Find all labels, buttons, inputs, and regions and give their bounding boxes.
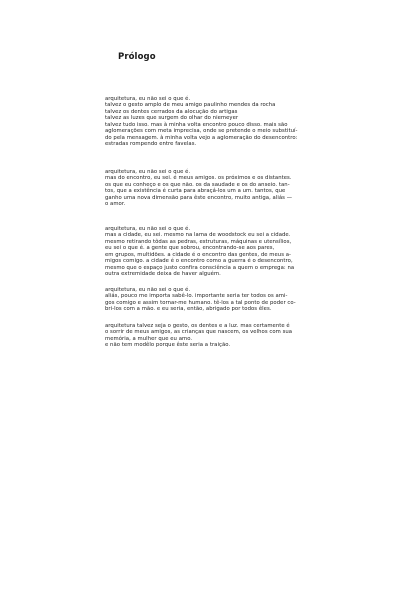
text-line: e não tem modêlo porque êste seria a traição.	[105, 342, 231, 349]
text-line: talvez o gesto amplo de meu amigo paulinho mendes da rocha	[105, 102, 276, 109]
text-line: o sorrir de meus amigos, as crianças que nascem, os velhos com sua	[105, 329, 293, 336]
text-line: talvez tudo isso. mas à minha volta encontro pouco disso. mais são	[105, 121, 288, 128]
text-line: bri-los com a mão. e eu seria, então, abrigado por todos êles.	[105, 306, 272, 313]
stanza-4	[105, 287, 365, 313]
text-line: os que eu conheço e os que não. os da saudade e os do anseio. tan-	[105, 181, 290, 188]
text-line: mesmo retirando tôdas as pedras, estruturas, máquinas e utensílios,	[105, 238, 292, 245]
text-line: o amor.	[105, 201, 126, 208]
text-line: memória, a mulher que eu amo.	[105, 335, 193, 342]
text-line: tos, que a existência é curta para abraçá-los um a um. tantos, que	[105, 188, 286, 195]
text-line: estradas rompendo entre favelas.	[105, 141, 197, 148]
text-line: arquitetura, eu não sei o que é.	[105, 169, 191, 175]
text-line: mas do encontro, eu sei. é meus amigos. os próximos e os distantes.	[105, 175, 292, 182]
text-line: ganho uma nova dimensão para êste encontro, muito antiga, aliás —	[105, 194, 293, 201]
stanza-2	[105, 169, 365, 208]
text-line: aliás, pouco me importa sabê-lo. importante seria ter todos os ami-	[105, 293, 288, 300]
text-line: gos comigo e assim tornar-me humano. tê-los a tal ponto de poder co-	[105, 299, 296, 306]
text-line: arquitetura talvez seja o gesto, os dentes e a luz. mas certamente é	[105, 323, 290, 329]
text-line: arquitetura, eu não sei o que é.	[105, 287, 191, 293]
stanza-3	[105, 226, 365, 278]
text-line: do pela mensagem. à minha volta vejo a aglomeração do desencontro:	[105, 134, 298, 141]
text-line: talvez as luzes que surgem do olhar do niemeyer	[105, 115, 239, 122]
text-line: outra extremidade deixa de haver alguém.	[105, 271, 221, 278]
stanza-5	[105, 323, 365, 349]
stanza-1	[105, 96, 365, 148]
text-line: eu sei o que é. a gente que sobrou, encontrando-se aos pares,	[105, 245, 275, 252]
text-line: aglomerações com meta imprecisa, onde se pretende o meio substituí-	[105, 128, 298, 135]
page-title: Prólogo	[118, 52, 156, 62]
text-line: arquitetura, eu não sei o que é.	[105, 96, 191, 102]
text-line: migos comigo. a cidade é o encontro como a guerra é o desencontro,	[105, 258, 293, 265]
text-line: em grupos, multidões. a cidade é o encontro das gentes, de meus a-	[105, 251, 292, 258]
text-line: arquitetura, eu não sei o que é.	[105, 226, 191, 232]
text-line: talvez os dentes cerrados da alocução do artigas	[105, 108, 238, 115]
text-line: mesmo que o espaço justo confira consciência a quem o emprega: na	[105, 264, 295, 271]
text-line: mas a cidade, eu sei. mesmo na lama de woodstock eu sei a cidade.	[105, 232, 291, 239]
